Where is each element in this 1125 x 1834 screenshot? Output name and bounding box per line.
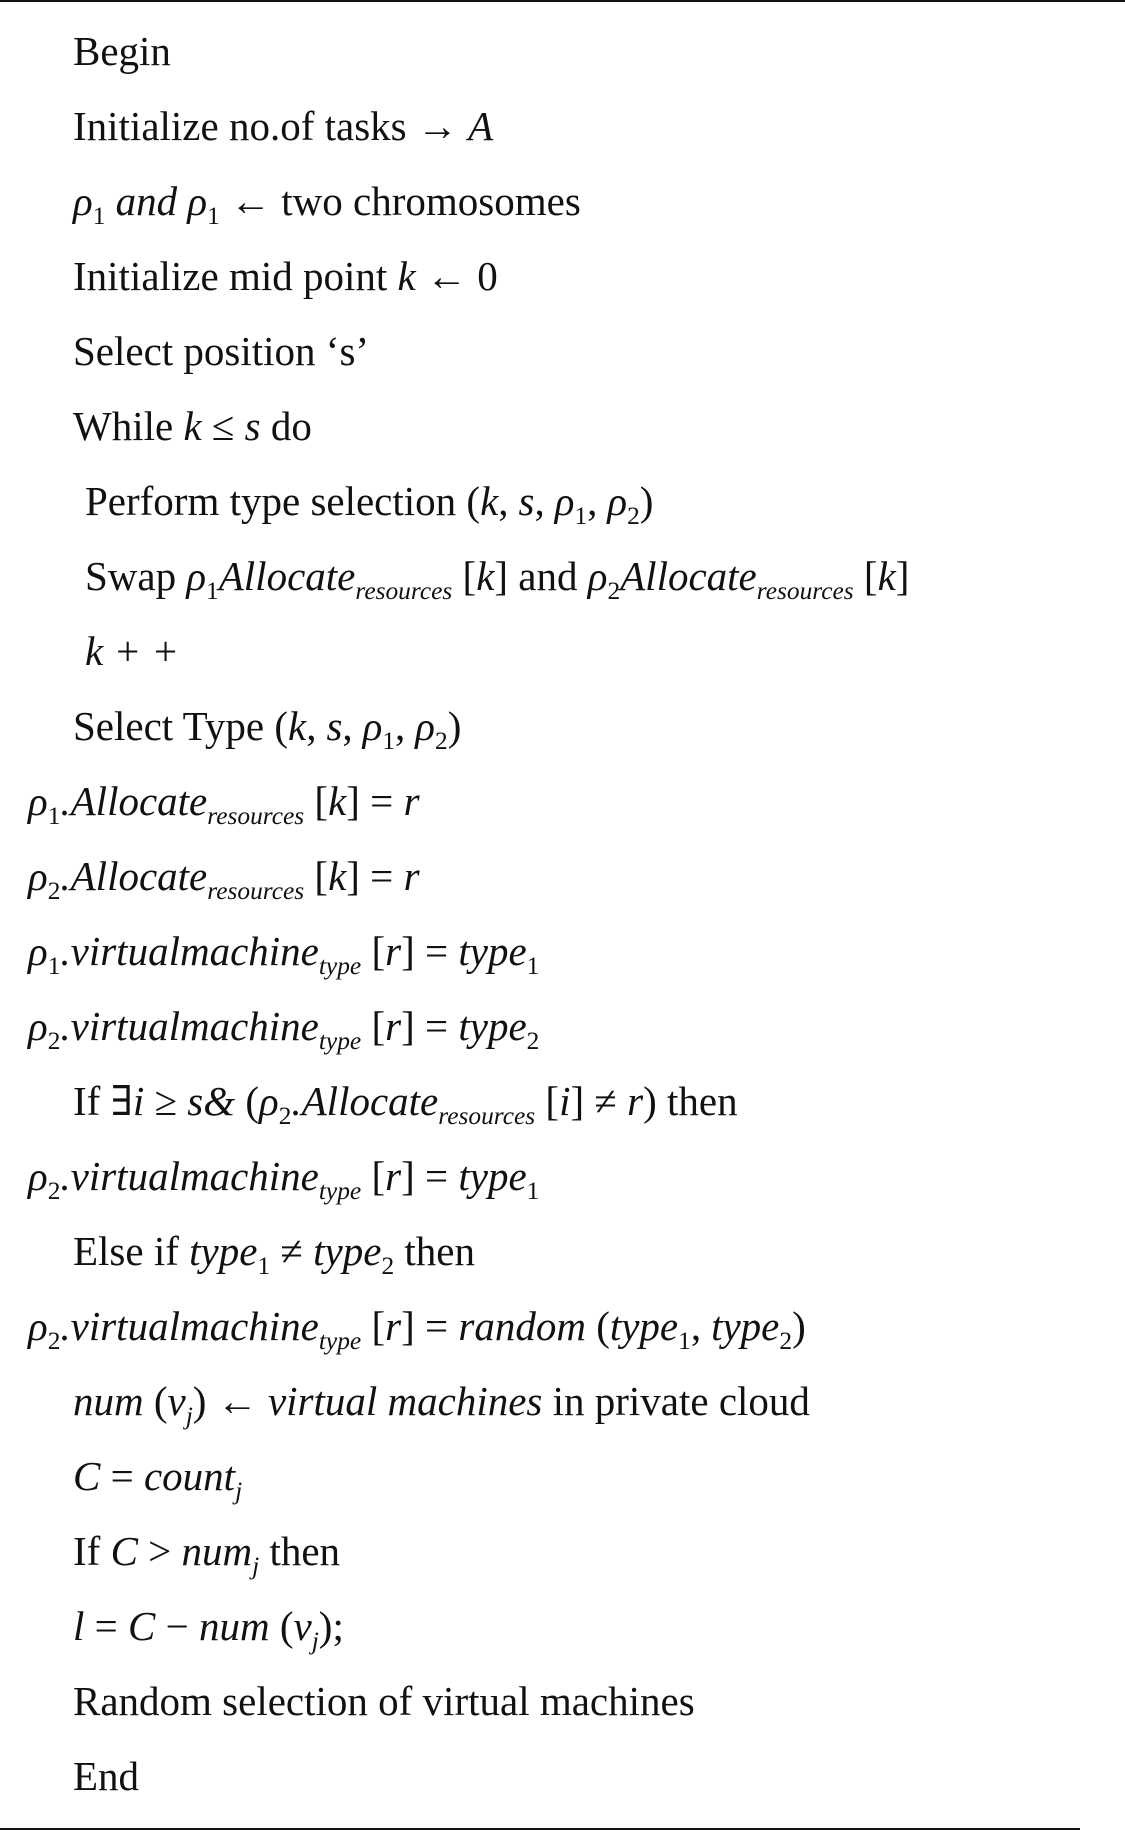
type-word: type — [711, 1303, 780, 1349]
virtualmachine-word: .virtualmachine — [60, 1303, 319, 1349]
subscript: 1 — [526, 1176, 540, 1205]
variable-r: r — [403, 853, 420, 899]
minus-symbol: − — [165, 1603, 189, 1649]
line-begin — [73, 26, 171, 76]
line-num-vm: num $(v_j)$ ← virtual machines in private cloud — [73, 1378, 810, 1430]
rho-symbol: ρ — [28, 928, 48, 974]
line-text: Begin — [73, 28, 171, 74]
and-word: and — [518, 553, 578, 599]
line-else-if — [73, 1226, 475, 1280]
line-c-count — [73, 1451, 243, 1505]
right-arrow-symbol: → — [416, 103, 458, 149]
subscript: 2 — [779, 1326, 793, 1355]
rho-symbol: ρ — [554, 478, 575, 524]
line-l-equals: l = C − num $(v_j)$; — [73, 1603, 344, 1655]
variable-c: C — [110, 1528, 138, 1574]
rho-symbol: ρ — [28, 1303, 48, 1349]
subscript-resources: resources — [355, 576, 453, 605]
subscript-resources: resources — [207, 801, 305, 830]
exists-symbol: ∃ — [110, 1078, 133, 1124]
rho-symbol: ρ — [28, 778, 48, 824]
keyword-then: then — [404, 1228, 475, 1274]
allocate-word: Allocate — [218, 553, 356, 599]
rho-symbol: ρ — [259, 1078, 279, 1124]
line-text: End — [73, 1753, 140, 1799]
bottom-rule — [0, 1828, 1080, 1830]
line-select-type: Select Type (k, s, $\rho_1$, $\rho_2$) — [73, 703, 462, 755]
subscript: 2 — [47, 876, 61, 905]
rho-symbol: ρ — [187, 178, 208, 224]
subscript: 2 — [381, 1251, 395, 1280]
variable-k: k — [877, 553, 896, 599]
k-increment: k + + — [85, 628, 180, 674]
subscript-type: type — [318, 951, 362, 980]
leq-symbol: ≤ — [211, 403, 235, 449]
variable-k: k — [476, 553, 495, 599]
value-zero: 0 — [477, 253, 498, 299]
line-k-increment — [85, 626, 179, 676]
variable-r: r — [385, 928, 402, 974]
subscript-type: type — [318, 1326, 362, 1355]
variable-i: i — [132, 1078, 145, 1124]
keyword-else-if: Else if — [73, 1228, 179, 1274]
variable-k: k — [328, 778, 347, 824]
subscript-j: j — [235, 1476, 243, 1505]
subscript-type: type — [318, 1026, 362, 1055]
line-rho1-allocate: $\rho_1.Allocate_{resources}$ [k] = r — [28, 778, 420, 830]
rho-symbol: ρ — [587, 553, 608, 599]
keyword-if: If — [73, 1528, 101, 1574]
keyword-then: then — [269, 1528, 341, 1574]
subscript-type: type — [318, 1176, 362, 1205]
keyword-then: then — [667, 1078, 738, 1124]
subscript: 1 — [92, 201, 106, 230]
line-text: Initialize no.of tasks — [73, 103, 407, 149]
variable-r: r — [385, 1303, 402, 1349]
type-word: type — [609, 1303, 679, 1349]
semicolon: ; — [332, 1603, 344, 1649]
subscript: 1 — [678, 1326, 691, 1355]
line-rho2-vm-type1: $\rho_2.virtualmachine_{type}$ [r] = type$_1$ — [28, 1153, 540, 1205]
line-rho1-vm-type: $\rho_1.virtualmachine_{type}$ [r] = type$_1$ — [28, 928, 540, 980]
variable-l: l — [73, 1603, 85, 1649]
variable-a: A — [468, 103, 494, 149]
rho-symbol: ρ — [362, 703, 383, 749]
line-text: Select Type — [73, 703, 265, 749]
line-text: Initialize mid point — [73, 253, 388, 299]
variable-k: k — [328, 853, 347, 899]
num-function: num — [199, 1603, 270, 1649]
virtualmachine-word: .virtualmachine — [60, 1003, 319, 1049]
allocate-word: .Allocate — [60, 778, 208, 824]
subscript-resources: resources — [438, 1101, 536, 1130]
allocate-word: .Allocate — [60, 853, 208, 899]
left-arrow-symbol: ← — [425, 253, 467, 299]
equals-symbol: = — [94, 1603, 118, 1649]
subscript: 1 — [382, 726, 396, 755]
neq-symbol: ≠ — [594, 1078, 617, 1124]
variable-s: s — [244, 403, 261, 449]
left-arrow-symbol: ← — [216, 1378, 258, 1424]
subscript-j: j — [185, 1401, 193, 1430]
subscript-resources: resources — [207, 876, 305, 905]
line-text: Perform type selection — [85, 478, 457, 524]
keyword-swap: Swap — [85, 553, 177, 599]
rho-symbol: ρ — [415, 703, 435, 749]
line-text: two chromosomes — [281, 178, 581, 224]
rho-symbol: ρ — [28, 1003, 48, 1049]
line-swap: Swap $\rho_1Allocate_{resources}$ [k] and $\rho_2Allocate_{resources}$ [k] — [85, 553, 910, 605]
allocate-word: .Allocate — [291, 1078, 439, 1124]
subscript: 2 — [434, 726, 448, 755]
num-word: num — [181, 1528, 253, 1574]
line-select-position — [73, 326, 369, 376]
variable-r: r — [385, 1003, 402, 1049]
rho-symbol: ρ — [73, 178, 93, 224]
subscript: 2 — [47, 1026, 61, 1055]
equals-symbol: = — [110, 1453, 134, 1499]
subscript: 2 — [627, 501, 640, 530]
line-random-selection — [73, 1676, 695, 1726]
subscript: 1 — [47, 801, 61, 830]
variable-s: s — [326, 703, 343, 749]
greater-than-symbol: > — [148, 1528, 172, 1574]
keyword-if: If — [73, 1078, 101, 1124]
variable-v: v — [167, 1378, 186, 1424]
subscript: 1 — [47, 951, 61, 980]
line-chromosomes — [73, 176, 581, 230]
subscript: 2 — [47, 1176, 61, 1205]
variable-s: s& — [187, 1078, 236, 1124]
num-function: num — [73, 1378, 144, 1424]
variable-k: k — [287, 703, 307, 749]
subscript-j: j — [252, 1551, 260, 1580]
line-rho2-allocate: $\rho_2.Allocate_{resources}$ [k] = r — [28, 853, 420, 905]
type-word: type — [458, 1003, 527, 1049]
line-text: Random selection of virtual machines — [73, 1678, 695, 1724]
line-end — [73, 1751, 139, 1801]
variable-k: k — [480, 478, 499, 524]
line-if-exists: If ∃i ≥ s& ($\rho_2.Allocate_{resources}$ [i] ≠ r) then — [73, 1078, 738, 1130]
random-function: random — [458, 1303, 586, 1349]
type-word: type — [458, 1153, 527, 1199]
type-word: type — [313, 1228, 382, 1274]
subscript: 2 — [47, 1326, 61, 1355]
variable-k: k — [397, 253, 416, 299]
allocate-word: Allocate — [620, 553, 757, 599]
variable-s: s — [518, 478, 535, 524]
subscript-resources: resources — [756, 576, 854, 605]
subscript: 2 — [607, 576, 621, 605]
line-rho2-vm-type: $\rho_2.virtualmachine_{type}$ [r] = type$_2$ — [28, 1003, 540, 1055]
type-word: type — [458, 928, 527, 974]
subscript: 1 — [526, 951, 540, 980]
geq-symbol: ≥ — [154, 1078, 177, 1124]
top-rule — [0, 0, 1125, 2]
line-text: Select position ‘s’ — [73, 328, 370, 374]
rho-symbol: ρ — [28, 853, 48, 899]
line-initialize-tasks — [73, 101, 493, 151]
type-word: type — [189, 1228, 258, 1274]
subscript: 1 — [574, 501, 588, 530]
line-rho2-vm-random: $\rho_2.virtualmachine_{type}$ [r] = random (type$_1$, type$_2$) — [28, 1303, 806, 1355]
subscript: 2 — [526, 1026, 540, 1055]
line-perform-type-selection: Perform type selection (k, s, $\rho_1$, $\rho_2$) — [85, 478, 654, 530]
variable-r: r — [627, 1078, 644, 1124]
variable-r: r — [403, 778, 420, 824]
and-word: and — [115, 178, 178, 224]
subscript: 1 — [257, 1251, 271, 1280]
virtual-machines-phrase: virtual machines — [267, 1378, 543, 1424]
line-if-c — [73, 1526, 341, 1580]
rho-symbol: ρ — [607, 478, 628, 524]
keyword-while: While — [73, 403, 174, 449]
rho-symbol: ρ — [186, 553, 207, 599]
variable-c: C — [128, 1603, 156, 1649]
subscript-j: j — [311, 1626, 319, 1655]
subscript: 1 — [207, 201, 220, 230]
line-text: in private cloud — [552, 1378, 810, 1424]
rho-symbol: ρ — [28, 1153, 48, 1199]
keyword-do: do — [270, 403, 312, 449]
variable-i: i — [559, 1078, 571, 1124]
variable-v: v — [293, 1603, 312, 1649]
variable-c: C — [73, 1453, 101, 1499]
left-arrow-symbol: ← — [230, 178, 272, 224]
virtualmachine-word: .virtualmachine — [60, 1153, 319, 1199]
variable-r: r — [385, 1153, 402, 1199]
subscript: 1 — [206, 576, 219, 605]
virtualmachine-word: .virtualmachine — [60, 928, 319, 974]
count-word: count — [143, 1453, 236, 1499]
variable-k: k — [183, 403, 202, 449]
neq-symbol: ≠ — [280, 1228, 303, 1274]
line-initialize-mid-point — [73, 251, 498, 301]
subscript: 2 — [278, 1101, 292, 1130]
line-while — [73, 401, 312, 451]
